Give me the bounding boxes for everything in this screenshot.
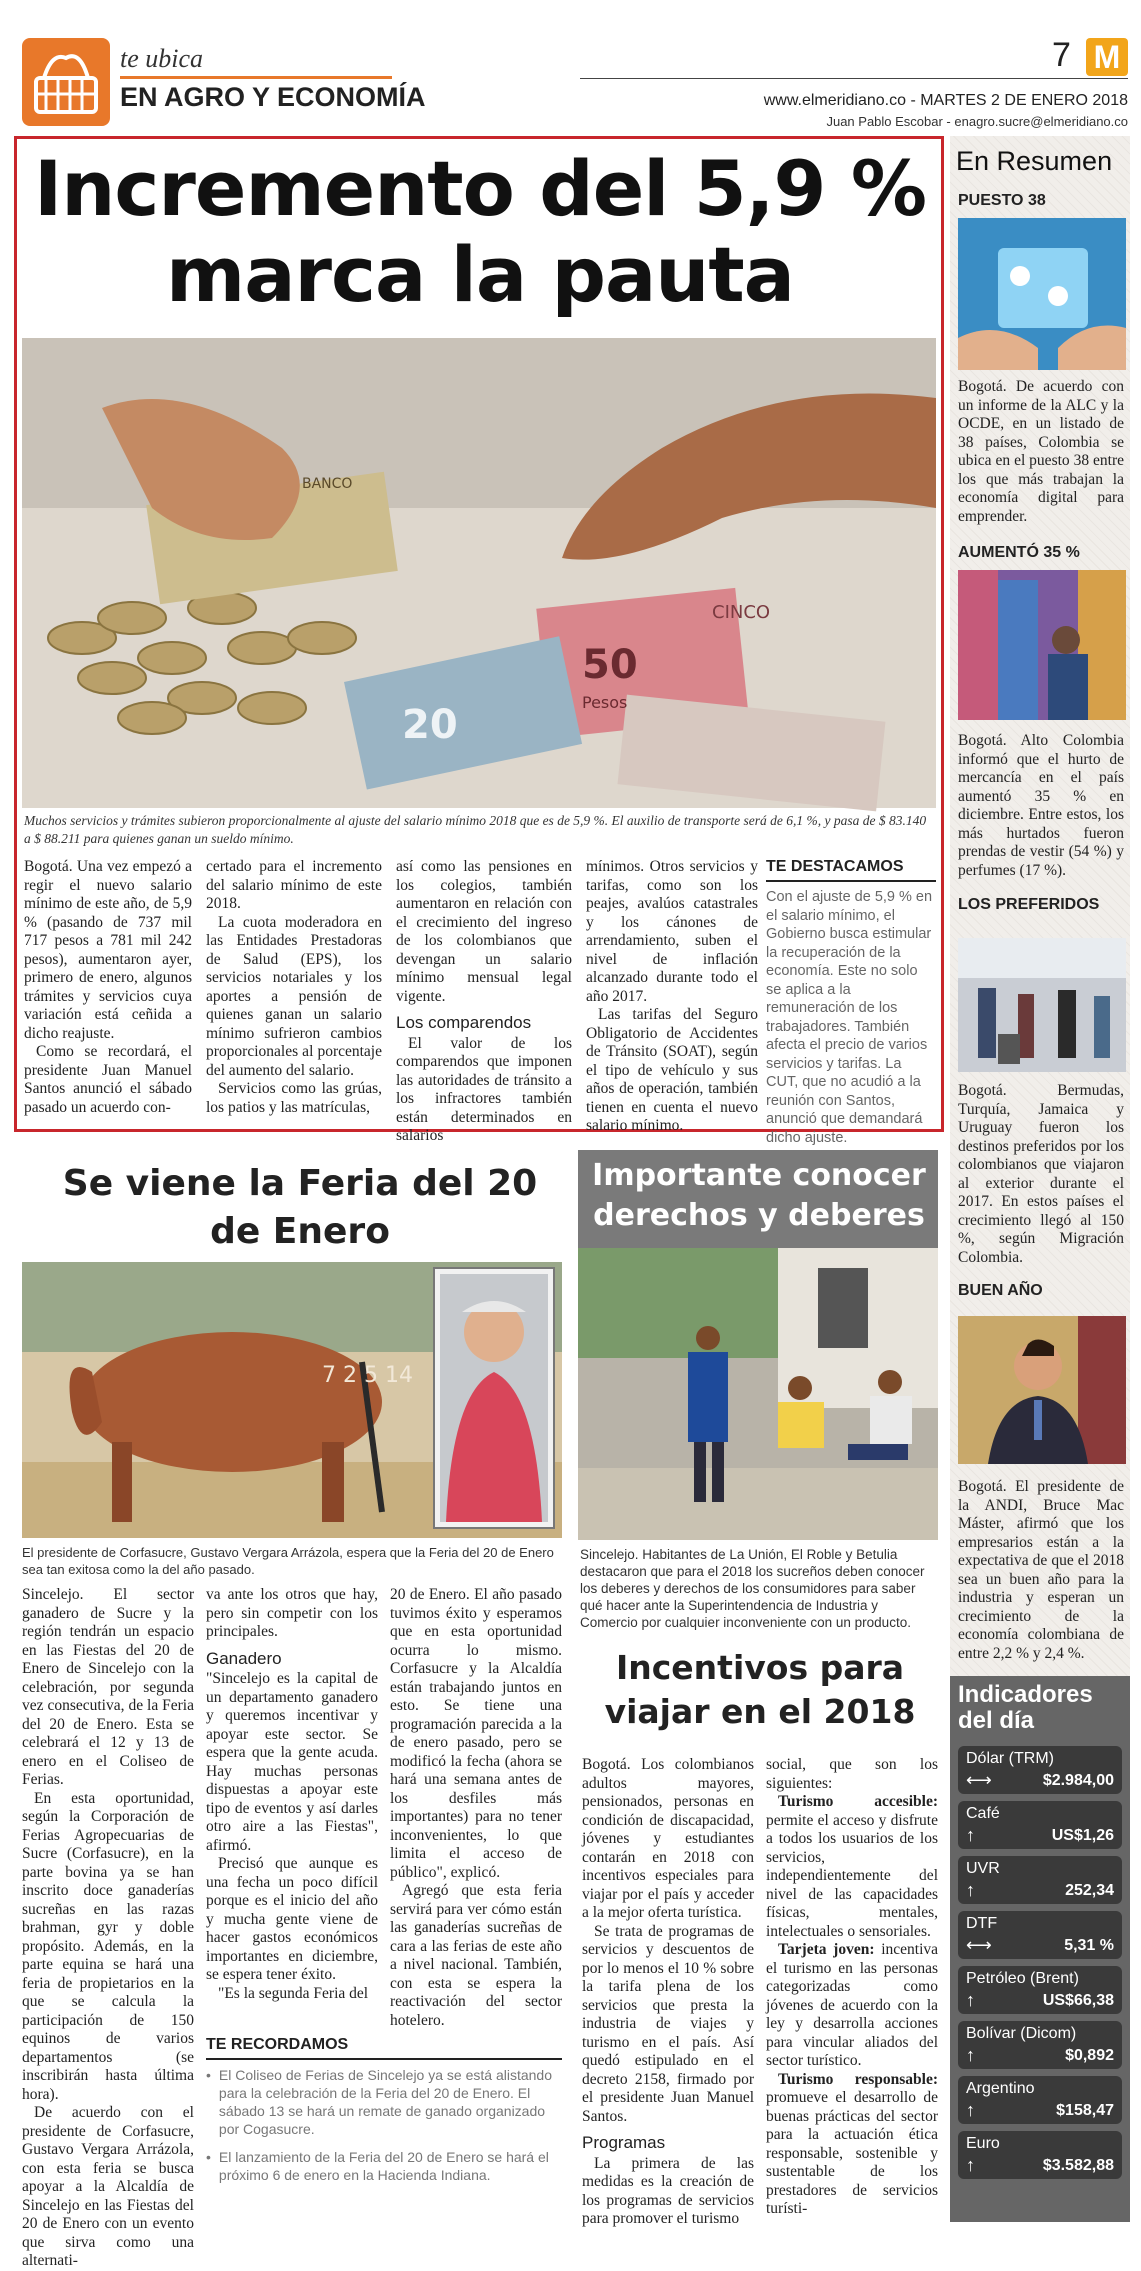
banknote-20-label: 20: [402, 702, 458, 748]
indicator-card: [958, 1746, 1122, 1794]
feria-col2-paragraph-3: Precisó que aunque es una fecha un poco difícil porque es el inicio del año y mucha gente viene de hacer gastos económicos importantes en diciembre, se espera tener éxito.: [206, 1855, 378, 1983]
indicator-value: US$1,26: [1051, 1827, 1114, 1844]
indicator-card: [958, 2076, 1122, 2124]
incentivos-item-text: promueve el desarrollo de buenas prácticas del sector para la actuación ética responsable, sostenible y sustentable de los prestadores de servicios turísti-: [766, 2089, 938, 2217]
main-col1-paragraph: Bogotá. Una vez empezó a regir el nuevo salario mínimo de este año, de 5,9 % (pasando de 737 mil 717 pesos a 781 mil 242 pesos), aumentaron ayer, primero de enero, algunos trámites y servicios cuya variación está ceñida a dicho reajuste.: [24, 858, 192, 1042]
indicator-value: $158,47: [1056, 2102, 1114, 2119]
incentivos-col1-paragraph: Bogotá. Los colombianos adultos mayores, pensionados, personas en condición de discapacidad, jóvenes y estudiantes contarán en 2018 con incentivos especiales para viajar por el país y acceder a la mejor oferta turística.: [582, 1756, 754, 1921]
digital-economy-photo: [958, 218, 1126, 370]
destacamos-title: TE DESTACAMOS: [766, 858, 936, 882]
main-col3-paragraph-2: El valor de los comparendos que imponen las autoridades de tránsito a los infractores también están determinados en salarios: [396, 1034, 572, 1144]
derechos-photo-caption: Sincelejo. Habitantes de La Unión, El Roble y Betulia destacaron que para el 2018 los sucreños deben conocer los deberes y derechos de los consumidores para saber qué hacer ante la Superintendencia de Industria y Comercio por cualquier inconveniente con un producto.: [580, 1547, 925, 1630]
trend-arrow-icon: ↑: [966, 1825, 975, 1845]
indicator-value: $2.984,00: [1042, 1772, 1114, 1789]
indicator-card: [958, 1801, 1122, 1849]
indicator-value: $3.582,88: [1042, 2157, 1114, 2174]
page-number: 7: [1052, 36, 1071, 74]
banknote-50-label: 50: [582, 642, 638, 688]
money-photo: [22, 338, 936, 808]
incentivos-column-1: [582, 1756, 754, 2229]
main-col2-paragraph-3: Servicios como las grúas, los patios y las matrículas,: [206, 1080, 382, 1116]
incentivos-col1-subhead: Programas: [582, 2133, 666, 2152]
incentivos-item: [766, 1793, 938, 1941]
incentivos-item-text: incentiva el turismo en las personas categorizadas como jóvenes de acuerdo con la ley y desarrolla acciones para vincular aliados del sector turístico.: [766, 1941, 939, 2069]
main-col2-paragraph: certado para el incremento del salario mínimo de este 2018.: [206, 858, 382, 912]
incentivos-item: [766, 1941, 938, 2071]
main-col2-paragraph-2: La cuota moderadora en las Entidades Prestadoras de Salud (EPS), los servicios notariales y los aportes a pensión de quienes ganan un salario mínimo sufrieron cambios proporcionales al porcentaje del aumento del salario.: [206, 913, 382, 1079]
trend-arrow-icon: ⟷: [966, 1770, 992, 1790]
feria-column-1: [22, 1586, 194, 2271]
trend-arrow-icon: ↑: [966, 2155, 975, 2175]
indicator-card: [958, 2131, 1122, 2179]
sidebar-item-head: PUESTO 38: [958, 192, 1046, 209]
feria-col2-subhead: Ganadero: [206, 1648, 282, 1668]
indicator-value: $0,892: [1065, 2047, 1114, 2064]
dateline: www.elmeridiano.co - MARTES 2 DE ENERO 2018: [763, 92, 1128, 109]
trend-arrow-icon: ↑: [966, 2045, 975, 2065]
indicator-value: 5,31 %: [1064, 1937, 1114, 1954]
main-column-1: [24, 858, 192, 1117]
indicator-name: DTF: [966, 1915, 998, 1932]
indicator-name: Bolívar (Dicom): [966, 2025, 1077, 2042]
main-column-3: [396, 858, 572, 1146]
feria-col2-paragraph: va ante los otros que hay, pero sin competir con los principales.: [206, 1586, 378, 1640]
feria-col3-paragraph-2: Agregó que esta feria servirá para ver cómo están las ganaderías sucreñas de cara a las ferias de este año a nivel nacional. También, con esta se espera la reactivación del sector hotelero.: [390, 1882, 562, 2029]
trend-arrow-icon: ↑: [966, 1880, 975, 1900]
indicator-name: Euro: [966, 2135, 1000, 2152]
recordamos-text: El Coliseo de Ferias de Sincelejo ya se está alistando para la celebración de la Feria del 20 de Enero. El sábado 13 se hará un remate de ganado organizado por Cogasucre.: [218, 2067, 552, 2137]
banknote-banco-label: BANCO: [302, 476, 353, 492]
indicator-card: [958, 1911, 1122, 1959]
main-column-4: [586, 858, 758, 1136]
incentivos-column-2: [766, 1756, 938, 2219]
derechos-headline: Importante conocer derechos y deberes: [592, 1158, 926, 1233]
feria-col1-paragraph-2: En esta oportunidad, según la Corporación de Ferias Agropecuarias de Sucre (Corfasucre), en la parte bovina ya se han inscrito doce ganaderías sucreñas en las razas brahman, gyr y doble propósito. Además, en la parte equina se hará una feria de propietarios en la que se calcula la participación de 150 equinos de varios departamentos (se inscribirán hasta última hora).: [22, 1789, 194, 2103]
cow-brand-mark: 7 2 5 14: [322, 1363, 413, 1388]
trend-arrow-icon: ↑: [966, 2100, 975, 2120]
feria-col2-paragraph-4: "Es la segunda Feria del: [218, 1984, 369, 2002]
clothing-store-photo: [958, 570, 1126, 720]
sidebar-item-text: Bogotá. Bermudas, Turquía, Jamaica y Uruguay fueron los destinos preferidos por los colombianos que viajaron al exterior durante el 2017. En estos países el crecimiento llegó al 150 %, según Migración Colombia.: [958, 1082, 1124, 1266]
feria-photo-caption: El presidente de Corfasucre, Gustavo Vergara Arrázola, espera que la Feria del 20 de Enero sea tan exitosa como la del año pasado.: [22, 1545, 554, 1577]
sidebar-item-head: BUEN AÑO: [958, 1282, 1043, 1299]
airport-photo: [958, 938, 1126, 1072]
banknote-pesos-label: Pesos: [582, 693, 628, 712]
indicator-card: [958, 2021, 1122, 2069]
recordamos-title: TE RECORDAMOS: [206, 2036, 562, 2060]
feria-col1-paragraph-3: De acuerdo con el presidente de Corfasucre, Gustavo Vergara Arrázola, con esta feria se busca apoyar a la Alcaldía de Sincelejo en las Fiestas del 20 de Enero con un evento que sirva como una alternati-: [22, 2104, 194, 2269]
indicator-card: [958, 1966, 1122, 2014]
header-rule: [580, 78, 1128, 79]
byline: Juan Pablo Escobar - enagro.sucre@elmeridiano.co: [826, 114, 1128, 129]
main-col4-paragraph-2: Las tarifas del Seguro Obligatorio de Accidentes de Tránsito (SOAT), según el tipo de vehículo y sus años de operación, también tienen en cuenta el nuevo salario mínimo.: [586, 1006, 758, 1134]
banknote-cinco-label: CINCO: [712, 602, 771, 623]
sidebar-title: En Resumen: [956, 146, 1113, 176]
incentivos-item-title: Turismo accesible:: [778, 1793, 938, 1810]
indicators-title: Indicadores del día: [958, 1681, 1093, 1734]
indicator-name: UVR: [966, 1860, 1000, 1877]
community-meeting-photo: [578, 1248, 938, 1540]
feria-column-3: [390, 1586, 562, 2030]
indicator-value: US$66,38: [1042, 1992, 1114, 2009]
section-name: EN AGRO Y ECONOMÍA: [120, 82, 426, 112]
trend-arrow-icon: ⟷: [966, 1935, 992, 1955]
recordamos-item: [206, 2148, 562, 2184]
main-col3-subhead: Los comparendos: [396, 1013, 532, 1032]
feria-col3-paragraph: 20 de Enero. El año pasado tuvimos éxito y esperamos que en esta oportunidad ocurra lo mismo. Corfasucre y la Alcaldía están trabajando juntos en esto. Se tiene una programación parecida a la de enero pasado, pero se modificó la fecha (ahora se hará una semana antes de los desfiles más importantes) para no tener inconvenientes, lo que limita el acceso de público", explicó.: [390, 1586, 562, 1881]
section-kicker: te ubica: [120, 44, 204, 73]
sidebar-item-text: Bogotá. El presidente de la ANDI, Bruce Mac Máster, afirmó que los empresarios están a la expectativa de que el 2018 sea un buen año para la industria y esperan un crecimiento de la economía colombiana de entre 2,2 % y 2,4 %.: [958, 1478, 1124, 1662]
incentivos-item: [766, 2071, 938, 2219]
incentivos-col1-paragraph-2: Se trata de programas de servicios y descuentos de por lo menos el 10 % sobre la tarifa plena de los servicios que presta la industria de viajes y turismo en el país. Así quedó estipulado en el decreto 2158, firmado por el presidente Juan Manuel Santos.: [582, 1922, 754, 2125]
indicator-name: Petróleo (Brent): [966, 1970, 1079, 1987]
cattle-photo: [22, 1262, 562, 1538]
incentivos-col1-paragraph-3: La primera de las medidas es la creación de los programas de servicios para promover el turismo: [582, 2154, 754, 2227]
brand-logo: M: [1086, 38, 1128, 76]
main-photo-caption: Muchos servicios y trámites subieron proporcionalmente al ajuste del salario mínimo 2018 que es de 5,9 %. El auxilio de transporte será de 6,1 %, y pasa de $ 83.140 a $ 88.211 para quienes ganan un sueldo mínimo.: [24, 813, 927, 846]
feria-column-2: [206, 1586, 378, 2003]
incentivos-item-title: Tarjeta joven:: [778, 1941, 875, 1958]
indicator-value: 252,34: [1065, 1882, 1114, 1899]
main-col3-paragraph: así como las pensiones en los colegios, también aumentaron en relación con el crecimiento del ingreso de los colombianos que devengan un salario mínimo mensual legal vigente.: [396, 858, 572, 1005]
sidebar-item-text: Bogotá. Alto Colombia informó que el hurto de mercancía en el país aumentó 35 % en diciembre. Entre estos, los más hurtados fueron prendas de vestir (54 %) y perfumes (17 %).: [958, 732, 1124, 879]
main-col1-paragraph-2: Como se recordará, el presidente Juan Manuel Santos anunció el sábado pasado un acuerdo con-: [24, 1043, 192, 1116]
bullet-icon: •: [206, 2149, 211, 2165]
main-column-2: [206, 858, 382, 1117]
section-rule: [120, 76, 392, 79]
basket-logo-icon: [22, 38, 110, 126]
indicator-name: Café: [966, 1805, 1000, 1822]
sidebar-item-head: LOS PREFERIDOS: [958, 896, 1100, 913]
feria-headline: Se viene la Feria del 20 de Enero: [62, 1163, 538, 1252]
incentivos-item-title: Turismo responsable:: [778, 2070, 938, 2088]
recordamos-text: El lanzamiento de la Feria del 20 de Enero se hará el próximo 6 de enero en la Hacienda Indiana.: [218, 2149, 549, 2183]
indicator-name: Argentino: [966, 2080, 1035, 2097]
main-headline: Incremento del 5,9 % marca la pauta: [34, 144, 926, 319]
sidebar-item-text: Bogotá. De acuerdo con un informe de la ALC y la OCDE, en un listado de 38 países, Colombia se ubica en el puesto 38 entre los que más trabajan la economía digital para emprender.: [958, 378, 1124, 525]
incentivos-item-text: permite el acceso y disfrute a todos los usuarios de los servicios, independientemente del nivel de las capacidades físicas, mentales, intelectuales o sensoriales.: [766, 1811, 938, 1940]
recordamos-box: [206, 2036, 562, 2184]
indicator-card: [958, 1856, 1122, 1904]
bullet-icon: •: [206, 2067, 211, 2083]
feria-col1-paragraph: Sincelejo. El sector ganadero de Sucre y la región tendrán un espacio en las Fiestas del 20 de Enero de Sincelejo con la celebración, por segunda vez consecutiva, de la Feria del 20 de Enero. Esta se celebrará el 12 y 13 de enero en el Coliseo de Ferias.: [22, 1586, 194, 1788]
trend-arrow-icon: ↑: [966, 1990, 975, 2010]
andi-president-photo: [958, 1316, 1126, 1464]
main-col4-paragraph: mínimos. Otros servicios y tarifas, como son los peajes, avalúos catastrales y los cánones de arrendamiento, suben el nivel de inflación alcanzado durante todo el año 2017.: [586, 858, 758, 1005]
destacamos-text: Con el ajuste de 5,9 % en el salario mínimo, el Gobierno busca estimular la recuperación de la economía. Este no solo se aplica a la remuneración de los trabajadores. También afecta el precio de varios servicios y tarifas. La CUT, que no acudió a la reunión con Santos, anunció que demandará dicho ajuste.: [766, 889, 933, 1146]
destacamos-box: [766, 858, 936, 1147]
sidebar-item-head: AUMENTÓ 35 %: [958, 544, 1080, 561]
incentivos-headline: Incentivos para viajar en el 2018: [604, 1648, 916, 1731]
incentivos-col2-paragraph: social, que son los siguientes:: [766, 1756, 938, 1792]
indicator-name: Dólar (TRM): [966, 1750, 1054, 1767]
recordamos-item: [206, 2066, 562, 2138]
feria-col2-paragraph-2: "Sincelejo es la capital de un departamento ganadero y queremos incentivar y apoyar este sector. Se espera que la gente acuda. Hay muchas personas dispuestas a apoyar este tipo de eventos y así darles otro aire a las Fiestas", afirmó.: [206, 1670, 378, 1854]
